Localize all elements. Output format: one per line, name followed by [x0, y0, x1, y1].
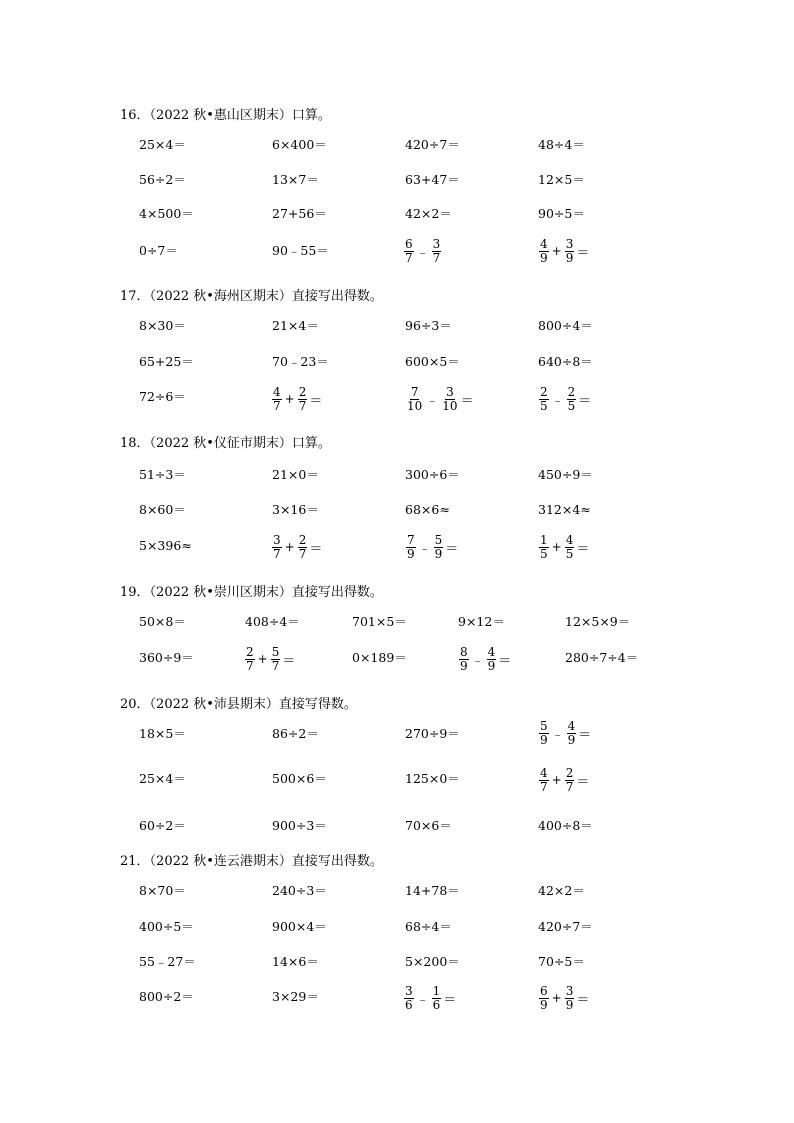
- q17-item: 600×5＝: [405, 354, 460, 369]
- q16-fraction-expression: [403, 236, 443, 265]
- fraction: [539, 534, 549, 561]
- numerator: 6: [540, 983, 548, 998]
- numerator: 3: [446, 384, 454, 399]
- q21-item: 8×70＝: [139, 883, 186, 898]
- q16-item: 13×7＝: [272, 172, 319, 187]
- fraction: [272, 534, 282, 561]
- numerator: 3: [405, 983, 413, 998]
- q20-fraction-expression: [538, 765, 590, 794]
- fraction: [298, 386, 308, 413]
- q18-fraction-expression: [538, 532, 590, 561]
- q21-item: 55﹣27＝: [139, 954, 196, 969]
- denominator: 6: [405, 997, 413, 1012]
- equals-sign: ＝: [498, 653, 512, 669]
- question-17-title: 17．（2022 秋•海州区期末）直接写出得数。: [120, 289, 383, 304]
- q20-item: 500×6＝: [272, 771, 327, 786]
- q18-item: 21×0＝: [272, 467, 319, 482]
- denominator: 5: [540, 398, 548, 413]
- equals-sign: ＝: [578, 393, 592, 409]
- q17-item: 96÷3＝: [405, 318, 452, 333]
- q20-item: 18×5＝: [139, 726, 186, 741]
- denominator: 9: [407, 546, 415, 561]
- numerator: 7: [410, 384, 419, 399]
- numerator: 2: [567, 384, 576, 399]
- q16-item: 420÷7＝: [405, 137, 460, 152]
- operator: +: [257, 652, 268, 666]
- fraction: [565, 985, 575, 1012]
- fraction: [565, 767, 575, 794]
- question-18-title: 18．（2022 秋•仪征市期末）口算。: [120, 436, 331, 451]
- denominator: 7: [298, 546, 307, 561]
- numerator: 7: [407, 532, 415, 547]
- denominator: 9: [540, 732, 548, 747]
- q19-fraction-expression: [458, 644, 512, 673]
- q16-item: 4×500＝: [139, 206, 194, 221]
- numerator: 3: [565, 236, 574, 251]
- q21-item: 14+78＝: [405, 883, 460, 898]
- q21-fraction-expression: [538, 983, 590, 1012]
- q19-item: 701×5＝: [352, 614, 407, 629]
- question-19-title: 19．（2022 秋•崇川区期末）直接写出得数。: [120, 585, 383, 600]
- denominator: 7: [273, 546, 281, 561]
- equals-sign: ＝: [576, 992, 590, 1008]
- q19-item: 50×8＝: [139, 614, 186, 629]
- q21-item: 3×29＝: [272, 989, 319, 1004]
- q20-item: 86÷2＝: [272, 726, 319, 741]
- q18-item: 312×4≈: [538, 502, 591, 517]
- denominator: 10: [442, 398, 458, 413]
- fraction: [539, 985, 549, 1012]
- q18-item: 300÷6＝: [405, 467, 460, 482]
- numerator: 2: [298, 384, 307, 399]
- fraction: [567, 720, 577, 747]
- equals-sign: ＝: [282, 653, 296, 669]
- numerator: 4: [567, 718, 576, 733]
- q21-item: 70÷5＝: [538, 954, 585, 969]
- q16-item: 63+47＝: [405, 172, 460, 187]
- denominator: 7: [298, 398, 307, 413]
- q20-item: 70×6＝: [405, 818, 452, 833]
- q17-item: 800÷4＝: [538, 318, 593, 333]
- q20-item: 900÷3＝: [272, 818, 327, 833]
- numerator: 4: [273, 384, 281, 399]
- q16-item: 56÷2＝: [139, 172, 186, 187]
- q17-item: 72÷6＝: [139, 389, 186, 404]
- operator: ﹣: [471, 652, 484, 667]
- q20-item: 125×0＝: [405, 771, 460, 786]
- fraction: [272, 386, 282, 413]
- question-21-title: 21．（2022 秋•连云港期末）直接写出得数。: [120, 854, 383, 869]
- numerator: 4: [540, 765, 548, 780]
- numerator: 2: [298, 532, 307, 547]
- fraction: [406, 386, 423, 413]
- numerator: 3: [432, 236, 441, 251]
- denominator: 9: [567, 732, 576, 747]
- equals-sign: ＝: [309, 541, 323, 557]
- q18-item: 51÷3＝: [139, 467, 186, 482]
- fraction: [567, 386, 577, 413]
- q16-item: 90﹣55＝: [272, 243, 329, 258]
- q21-item: 240÷3＝: [272, 883, 327, 898]
- denominator: 7: [540, 779, 548, 794]
- fraction: [539, 238, 549, 265]
- numerator: 8: [460, 644, 468, 659]
- q18-item: 8×60＝: [139, 502, 186, 517]
- fraction: [565, 238, 575, 265]
- q19-item: 408÷4＝: [245, 614, 300, 629]
- equals-sign: ＝: [443, 992, 457, 1008]
- denominator: 9: [565, 997, 574, 1012]
- q17-fraction-expression: [271, 384, 323, 413]
- fraction: [565, 534, 575, 561]
- numerator: 3: [273, 532, 281, 547]
- q19-item: 0×189＝: [352, 650, 407, 665]
- numerator: 5: [540, 718, 548, 733]
- operator: +: [551, 244, 562, 258]
- numerator: 4: [487, 644, 496, 659]
- question-20-title: 20．（2022 秋•沛县期末）直接写得数。: [120, 697, 357, 712]
- operator: ﹣: [416, 991, 429, 1006]
- q16-item: 12×5＝: [538, 172, 585, 187]
- denominator: 7: [432, 250, 441, 265]
- operator: +: [551, 540, 562, 554]
- equals-sign: ＝: [576, 541, 590, 557]
- q16-item: 27+56＝: [272, 206, 327, 221]
- fraction: [434, 534, 444, 561]
- denominator: 9: [487, 658, 496, 673]
- q19-item: 360÷9＝: [139, 650, 194, 665]
- q20-fraction-expression: [538, 718, 592, 747]
- fraction: [432, 985, 442, 1012]
- operator: +: [284, 392, 295, 406]
- numerator: 6: [405, 236, 413, 251]
- fraction: [539, 386, 549, 413]
- q19-item: 12×5×9＝: [565, 614, 631, 629]
- denominator: 9: [540, 997, 548, 1012]
- q17-item: 640÷8＝: [538, 354, 593, 369]
- numerator: 1: [540, 532, 548, 547]
- operator: +: [284, 540, 295, 554]
- q17-item: 70﹣23＝: [272, 354, 329, 369]
- q21-item: 14×6＝: [272, 954, 319, 969]
- q20-item: 270÷9＝: [405, 726, 460, 741]
- fraction: [245, 646, 255, 673]
- operator: ﹣: [418, 540, 431, 555]
- q21-item: 68÷4＝: [405, 919, 452, 934]
- fraction: [459, 646, 469, 673]
- q21-item: 900×4＝: [272, 919, 327, 934]
- q21-item: 5×200＝: [405, 954, 460, 969]
- q18-fraction-expression: [405, 532, 459, 561]
- denominator: 5: [567, 398, 576, 413]
- operator: +: [551, 773, 562, 787]
- denominator: 9: [540, 250, 548, 265]
- operator: +: [551, 991, 562, 1005]
- operator: ﹣: [416, 244, 429, 259]
- q17-item: 21×4＝: [272, 318, 319, 333]
- denominator: 5: [565, 546, 574, 561]
- q17-fraction-expression: [405, 384, 474, 413]
- q20-item: 25×4＝: [139, 771, 186, 786]
- numerator: 1: [432, 983, 441, 998]
- q19-item: 9×12＝: [458, 614, 505, 629]
- fraction: [539, 767, 549, 794]
- q16-item: 25×4＝: [139, 137, 186, 152]
- q18-item: 68×6≈: [405, 502, 450, 517]
- denominator: 5: [540, 546, 548, 561]
- q16-fraction-expression: [538, 236, 590, 265]
- denominator: 7: [565, 779, 574, 794]
- equals-sign: ＝: [460, 393, 474, 409]
- q21-item: 420÷7＝: [538, 919, 593, 934]
- q19-fraction-expression: [244, 644, 296, 673]
- q18-fraction-expression: [271, 532, 323, 561]
- numerator: 5: [271, 644, 280, 659]
- q21-fraction-expression: [403, 983, 457, 1012]
- q21-item: 400÷5＝: [139, 919, 194, 934]
- equals-sign: ＝: [309, 393, 323, 409]
- denominator: 10: [407, 398, 423, 413]
- q18-item: 450÷9＝: [538, 467, 593, 482]
- fraction: [298, 534, 308, 561]
- q21-item: 42×2＝: [538, 883, 585, 898]
- equals-sign: ＝: [578, 727, 592, 743]
- question-16-title: 16．（2022 秋•惠山区期末）口算。: [120, 108, 331, 123]
- q16-item: 6×400＝: [272, 137, 327, 152]
- equals-sign: ＝: [576, 245, 590, 261]
- fraction: [271, 646, 281, 673]
- denominator: 9: [434, 546, 443, 561]
- denominator: 7: [271, 658, 280, 673]
- q16-item: 90÷5＝: [538, 206, 585, 221]
- fraction: [441, 386, 458, 413]
- denominator: 7: [405, 250, 413, 265]
- denominator: 9: [565, 250, 574, 265]
- fraction: [404, 238, 414, 265]
- numerator: 2: [246, 644, 254, 659]
- operator: ﹣: [551, 726, 564, 741]
- q17-fraction-expression: [538, 384, 592, 413]
- numerator: 2: [540, 384, 548, 399]
- q17-item: 8×30＝: [139, 318, 186, 333]
- q20-item: 400÷8＝: [538, 818, 593, 833]
- q16-item: 0÷7＝: [139, 243, 178, 258]
- q18-item: 3×16＝: [272, 502, 319, 517]
- numerator: 3: [565, 983, 574, 998]
- numerator: 4: [540, 236, 548, 251]
- denominator: 6: [432, 997, 441, 1012]
- denominator: 7: [246, 658, 254, 673]
- q19-item: 280÷7÷4＝: [565, 650, 639, 665]
- q16-item: 42×2＝: [405, 206, 452, 221]
- numerator: 2: [565, 765, 574, 780]
- q17-item: 65+25＝: [139, 354, 194, 369]
- numerator: 4: [565, 532, 574, 547]
- q18-item: 5×396≈: [139, 538, 192, 553]
- denominator: 7: [273, 398, 281, 413]
- fraction: [406, 534, 416, 561]
- denominator: 9: [460, 658, 468, 673]
- operator: ﹣: [551, 392, 564, 407]
- equals-sign: ＝: [576, 774, 590, 790]
- fraction: [404, 985, 414, 1012]
- operator: ﹣: [426, 392, 439, 407]
- equals-sign: ＝: [445, 541, 459, 557]
- fraction: [539, 720, 549, 747]
- fraction: [487, 646, 497, 673]
- q21-item: 800÷2＝: [139, 989, 194, 1004]
- numerator: 5: [434, 532, 443, 547]
- fraction: [432, 238, 442, 265]
- q20-item: 60÷2＝: [139, 818, 186, 833]
- q16-item: 48÷4＝: [538, 137, 585, 152]
